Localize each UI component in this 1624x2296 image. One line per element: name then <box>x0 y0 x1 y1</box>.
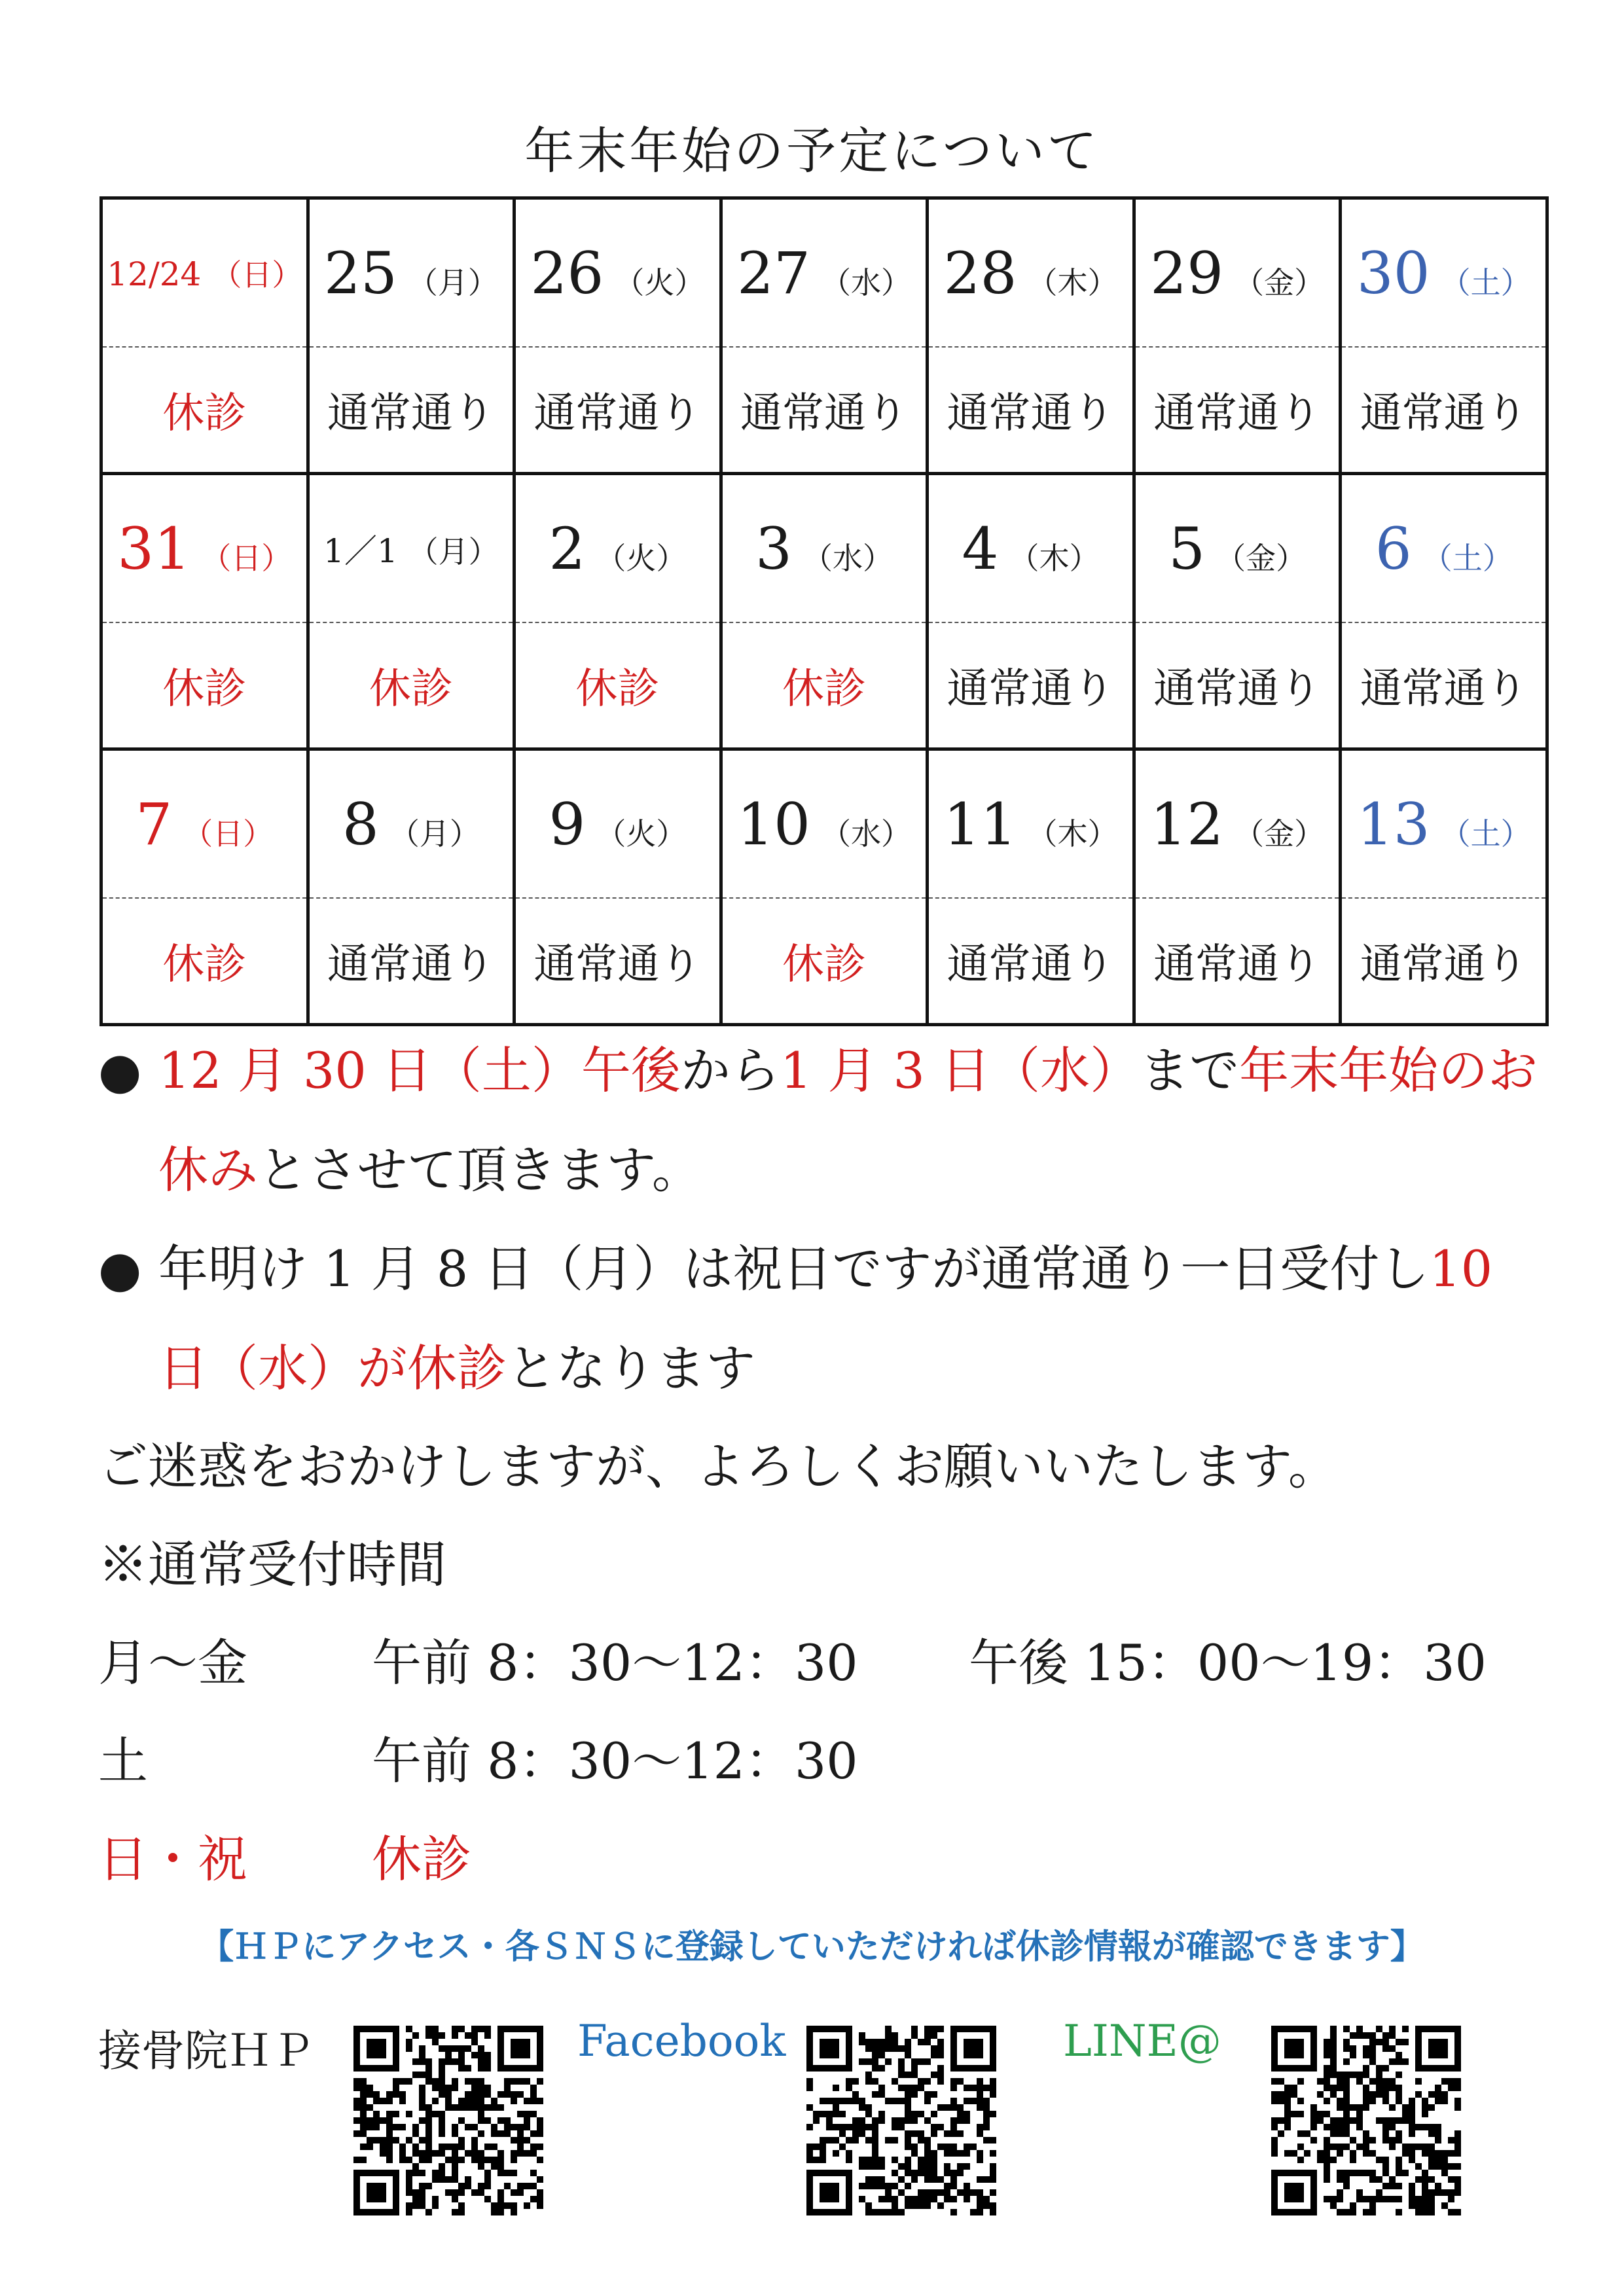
date-number: 9 <box>549 790 586 858</box>
page-title: 年末年始の予定について <box>524 122 1100 180</box>
bullet-icon: ● <box>98 1041 142 1100</box>
date-cell <box>1134 198 1341 348</box>
weekday-label: （木） <box>1009 540 1100 576</box>
status-cell: 通常通り <box>1134 622 1341 749</box>
date-number: 1／1 <box>323 532 398 570</box>
date-cell <box>928 474 1134 623</box>
weekday-label: （木） <box>1027 816 1118 852</box>
weekday-label: （木） <box>1027 264 1118 300</box>
status-cell: 通常通り <box>928 347 1134 474</box>
week-3-dates <box>101 749 1547 899</box>
weekday-label: （金） <box>1234 264 1325 300</box>
notice-text <box>158 1021 1538 1220</box>
status-cell: 休診 <box>101 898 308 1025</box>
date-number: 4 <box>962 514 999 583</box>
date-cell <box>721 749 928 899</box>
date-cell <box>1341 198 1547 348</box>
weekday-label: （土） <box>1422 540 1513 576</box>
weekday-label: （日） <box>211 257 302 293</box>
date-cell <box>928 749 1134 899</box>
weekday-label: （土） <box>1440 264 1531 300</box>
week-1-status <box>101 347 1547 474</box>
date-cell <box>308 474 514 623</box>
date-cell <box>514 198 721 348</box>
hp-label: 接骨院ＨＰ <box>98 2026 314 2076</box>
date-number: 28 <box>943 239 1017 307</box>
week-2-dates <box>101 474 1547 623</box>
date-cell <box>308 749 514 899</box>
notice-segment: とさせて頂きます。 <box>258 1141 702 1199</box>
status-cell: 通常通り <box>1341 622 1547 749</box>
date-number: 7 <box>135 790 173 858</box>
date-number: 29 <box>1150 239 1224 307</box>
date-number: 26 <box>530 239 604 307</box>
weekday-label: （火） <box>614 264 705 300</box>
apology-text: ご迷惑をおかけしますが、よろしくお願いいたします。 <box>98 1437 1338 1496</box>
date-number: 31 <box>117 514 191 583</box>
line-label: LINE@ <box>1063 2016 1221 2066</box>
week-1-dates <box>101 198 1547 348</box>
hours-pm: 午後 15：00～19：30 <box>969 1634 1487 1692</box>
date-cell <box>308 198 514 348</box>
status-cell: 通常通り <box>514 347 721 474</box>
week-3-status <box>101 898 1547 1025</box>
notice-segment: 10 日（水）が休診 <box>158 1240 1493 1397</box>
weekday-label: （日） <box>183 816 274 852</box>
date-number: 2 <box>549 514 586 583</box>
weekday-label: （水） <box>820 264 911 300</box>
weekday-label: （水） <box>802 540 893 576</box>
hours-am: 午前 8：30～12：30 <box>372 1732 858 1790</box>
line-qr-code-icon[interactable] <box>1271 2026 1461 2215</box>
schedule-calendar <box>99 196 1549 1026</box>
weekday-label: （水） <box>820 816 911 852</box>
status-cell: 休診 <box>308 622 514 749</box>
notice-segment: 年末年始 <box>1239 1041 1439 1100</box>
notice-segment: まで <box>1140 1041 1240 1100</box>
date-cell <box>721 474 928 623</box>
date-cell <box>514 749 721 899</box>
notice-segment: となります <box>507 1339 755 1397</box>
weekday-label: （日） <box>201 540 292 576</box>
date-cell <box>1341 749 1547 899</box>
notice-text <box>158 1219 1538 1418</box>
status-cell: 通常通り <box>1134 898 1341 1025</box>
status-cell: 通常通り <box>308 347 514 474</box>
status-cell: 通常通り <box>1341 898 1547 1025</box>
date-cell <box>101 749 308 899</box>
notice-segment: 12 月 30 日（土）午後 <box>158 1041 681 1100</box>
status-cell: 休診 <box>101 347 308 474</box>
hours-label: 月～金 <box>98 1634 247 1692</box>
weekday-label: （土） <box>1440 816 1531 852</box>
status-cell: 通常通り <box>1134 347 1341 474</box>
date-cell <box>514 474 721 623</box>
date-number: 13 <box>1356 790 1430 858</box>
date-number: 30 <box>1356 239 1430 307</box>
date-cell <box>1134 474 1341 623</box>
weekday-label: （月） <box>408 534 499 569</box>
notice-segment: 1 月 3 日（水） <box>780 1041 1140 1100</box>
date-cell <box>101 198 308 348</box>
status-cell: 通常通り <box>514 898 721 1025</box>
facebook-label: Facebook <box>577 2016 786 2066</box>
date-number: 6 <box>1375 514 1412 583</box>
status-cell: 休診 <box>514 622 721 749</box>
date-number: 11 <box>943 790 1017 858</box>
notice-segment: のお休み <box>158 1041 1538 1199</box>
date-number: 25 <box>323 239 397 307</box>
facebook-qr-code-icon[interactable] <box>806 2026 996 2215</box>
week-2-status <box>101 622 1547 749</box>
weekday-label: （金） <box>1216 540 1307 576</box>
date-cell <box>1134 749 1341 899</box>
hours-heading: ※通常受付時間 <box>98 1535 446 1594</box>
date-number: 27 <box>736 239 810 307</box>
status-cell: 休診 <box>721 622 928 749</box>
status-cell: 通常通り <box>928 898 1134 1025</box>
status-cell: 休診 <box>721 898 928 1025</box>
date-number: 3 <box>755 514 792 583</box>
weekday-label: （金） <box>1234 816 1325 852</box>
bullet-icon: ● <box>98 1240 142 1298</box>
hp-qr-code-icon[interactable] <box>353 2026 543 2215</box>
status-cell: 休診 <box>101 622 308 749</box>
date-number: 8 <box>342 790 379 858</box>
date-cell <box>101 474 308 623</box>
weekday-label: （月） <box>407 264 498 300</box>
weekday-label: （火） <box>596 540 687 576</box>
sns-banner: 【ＨＰにアクセス・各ＳＮＳに登録していただければ休診情報が確認できます】 <box>200 1927 1424 1967</box>
hours-label: 日・祝 <box>98 1830 247 1888</box>
status-cell: 通常通り <box>721 347 928 474</box>
weekday-label: （月） <box>389 816 480 852</box>
date-number: 5 <box>1168 514 1206 583</box>
weekday-label: （火） <box>596 816 687 852</box>
hours-label: 土 <box>98 1732 148 1790</box>
status-cell: 通常通り <box>1341 347 1547 474</box>
hours-closed: 休診 <box>372 1830 471 1888</box>
date-cell <box>928 198 1134 348</box>
date-number: 10 <box>736 790 810 858</box>
status-cell: 通常通り <box>928 622 1134 749</box>
notice-segment: から <box>680 1041 780 1100</box>
status-cell: 通常通り <box>308 898 514 1025</box>
date-cell <box>721 198 928 348</box>
hours-am: 午前 8：30～12：30 <box>372 1634 858 1692</box>
date-number: 12 <box>1150 790 1224 858</box>
notice-segment: 年明け 1 月 8 日（月）は祝日ですが通常通り一日受付し <box>158 1240 1430 1298</box>
date-cell <box>1341 474 1547 623</box>
date-number: 12/24 <box>107 255 202 293</box>
